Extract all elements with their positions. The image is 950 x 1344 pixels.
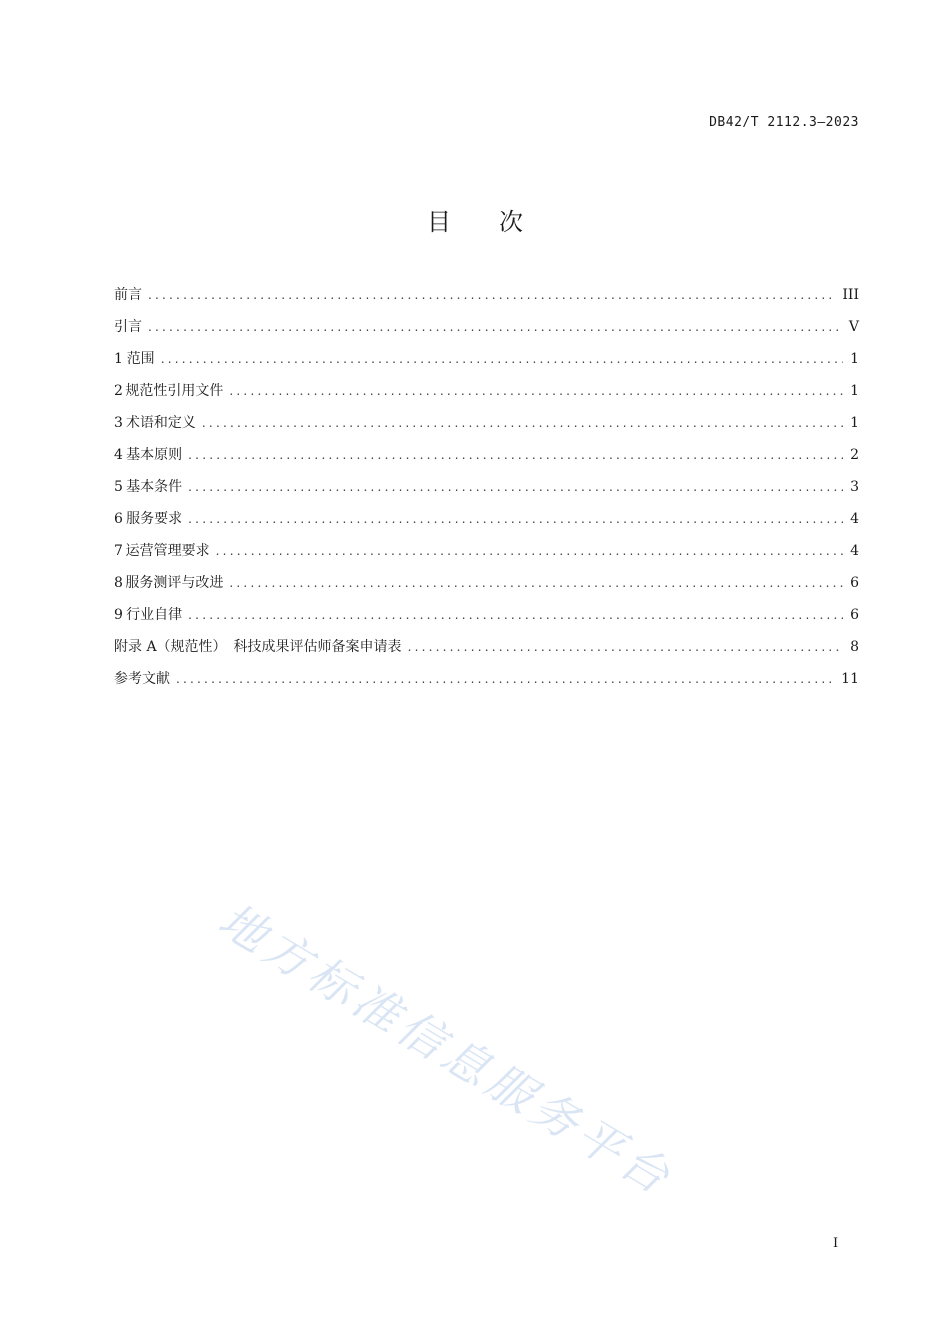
toc-leader-dots bbox=[148, 320, 843, 334]
page-title bbox=[0, 202, 950, 237]
toc-leader-dots bbox=[202, 416, 843, 430]
toc-leader-dots bbox=[229, 384, 843, 398]
toc-entry-2[interactable] bbox=[114, 380, 859, 412]
toc-entry-1[interactable] bbox=[114, 348, 859, 380]
toc-entry-page: 4 bbox=[850, 543, 859, 559]
toc-entry-page: III bbox=[842, 287, 859, 303]
toc-entry-number: 2 bbox=[114, 383, 123, 399]
standard-code: DB42/T 2112.3—2023 bbox=[709, 115, 859, 130]
toc-entry-label: 基本原则 bbox=[126, 447, 183, 463]
toc-entry-page: 2 bbox=[850, 447, 859, 463]
toc-entry-6[interactable] bbox=[114, 508, 859, 540]
toc-entry-label: 前言 bbox=[114, 287, 142, 303]
toc-entry-number: 6 bbox=[114, 511, 123, 527]
toc-entry-number: 7 bbox=[114, 543, 123, 559]
toc-entry-8[interactable] bbox=[114, 572, 859, 604]
table-of-contents bbox=[114, 284, 859, 700]
toc-leader-dots bbox=[176, 672, 835, 686]
toc-entry-label: 术语和定义 bbox=[125, 415, 196, 431]
toc-entry-label: 参考文献 bbox=[114, 671, 170, 687]
toc-entry-4[interactable] bbox=[114, 444, 859, 476]
watermark: 地方标准信息服务平台 bbox=[209, 892, 684, 1207]
toc-entry-appendix-a[interactable] bbox=[114, 636, 859, 668]
toc-leader-dots bbox=[216, 544, 843, 558]
toc-entry-label: 服务测评与改进 bbox=[125, 575, 224, 591]
toc-leader-dots bbox=[148, 288, 836, 302]
toc-entry-label: 服务要求 bbox=[126, 511, 183, 527]
toc-leader-dots bbox=[161, 352, 843, 366]
toc-entry-label: 规范性引用文件 bbox=[125, 383, 224, 399]
toc-entry-page: 1 bbox=[850, 351, 859, 367]
toc-entry-7[interactable] bbox=[114, 540, 859, 572]
title-char-1: 目 bbox=[427, 208, 451, 236]
toc-entry-9[interactable] bbox=[114, 604, 859, 636]
title-char-2: 次 bbox=[499, 208, 523, 236]
toc-leader-dots bbox=[229, 576, 843, 590]
toc-entry-page: 8 bbox=[850, 639, 859, 655]
toc-entry-number: 1 bbox=[114, 351, 123, 367]
toc-entry-page: 11 bbox=[841, 671, 859, 687]
toc-entry-page: 6 bbox=[850, 607, 859, 623]
toc-leader-dots bbox=[188, 480, 843, 494]
toc-entry-references[interactable] bbox=[114, 668, 859, 700]
toc-leader-dots bbox=[188, 608, 843, 622]
page-number: I bbox=[833, 1236, 839, 1251]
toc-entry-3[interactable] bbox=[114, 412, 859, 444]
toc-leader-dots bbox=[408, 640, 843, 654]
toc-entry-page: 3 bbox=[850, 479, 859, 495]
toc-leader-dots bbox=[188, 448, 843, 462]
toc-entry-page: 1 bbox=[850, 383, 859, 399]
toc-entry-label: 范围 bbox=[126, 351, 155, 367]
toc-entry-introduction[interactable] bbox=[114, 316, 859, 348]
toc-leader-dots bbox=[188, 512, 843, 526]
toc-entry-number: 9 bbox=[114, 607, 123, 623]
toc-entry-number: 3 bbox=[114, 415, 123, 431]
toc-entry-number: 8 bbox=[114, 575, 123, 591]
toc-entry-label: 行业自律 bbox=[126, 607, 183, 623]
toc-entry-number: 4 bbox=[114, 447, 123, 463]
toc-entry-page: 4 bbox=[850, 511, 859, 527]
toc-entry-5[interactable] bbox=[114, 476, 859, 508]
toc-entry-page: 1 bbox=[850, 415, 859, 431]
toc-entry-foreword[interactable] bbox=[114, 284, 859, 316]
toc-entry-label: 附录 A（规范性） 科技成果评估师备案申请表 bbox=[114, 639, 402, 655]
toc-entry-label: 引言 bbox=[114, 319, 142, 335]
toc-entry-number: 5 bbox=[114, 479, 123, 495]
toc-entry-page: 6 bbox=[850, 575, 859, 591]
toc-entry-label: 基本条件 bbox=[126, 479, 183, 495]
toc-entry-label: 运营管理要求 bbox=[125, 543, 210, 559]
toc-entry-page: V bbox=[848, 319, 859, 335]
